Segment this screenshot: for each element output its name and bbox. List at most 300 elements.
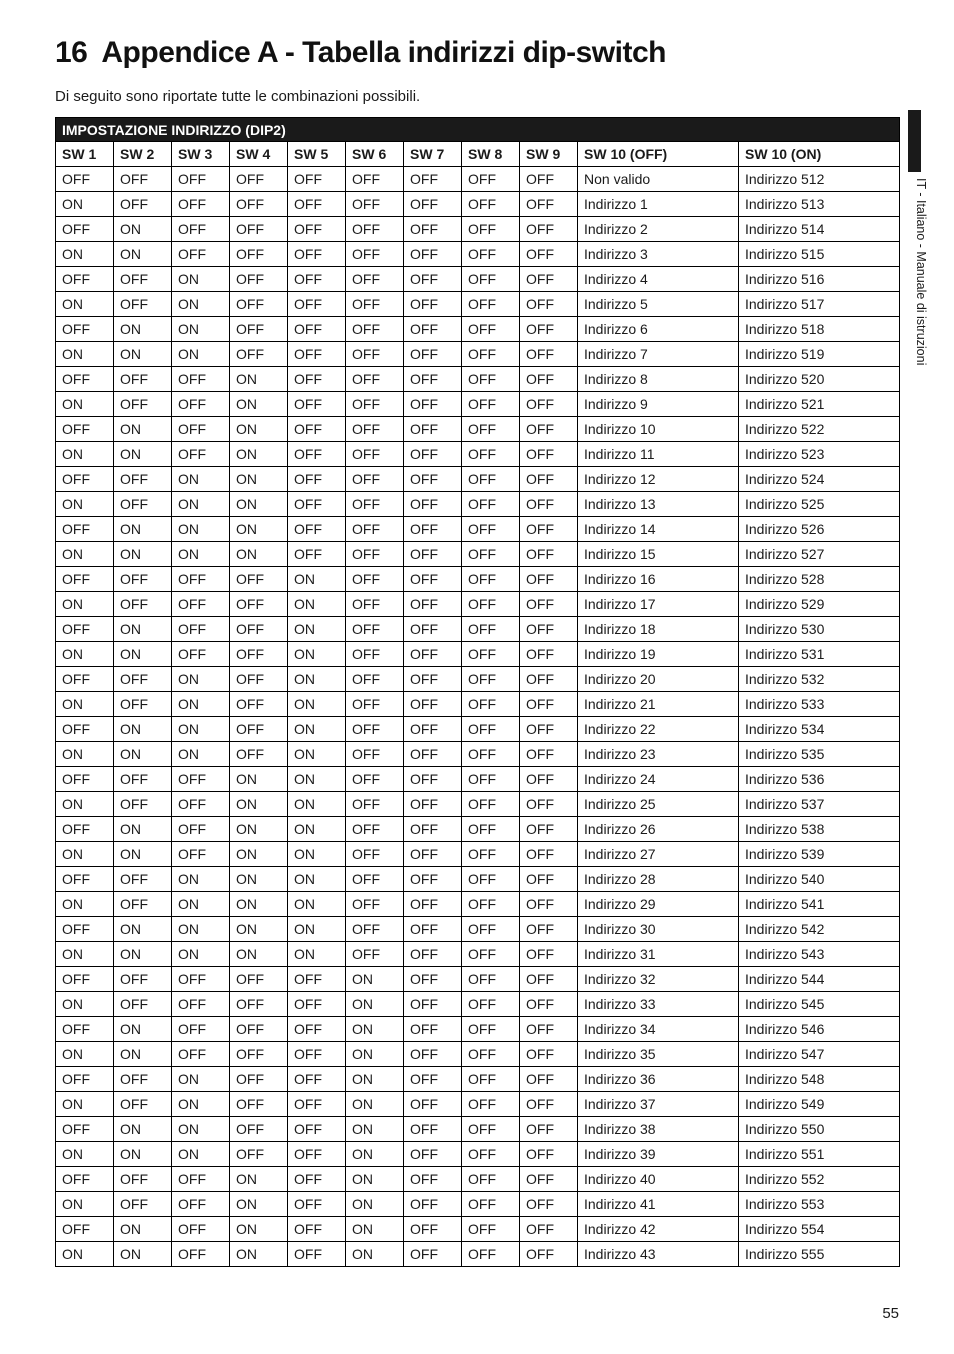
table-row	[56, 867, 900, 892]
table-cell: OFF	[172, 417, 230, 442]
table-cell: OFF	[404, 1042, 462, 1067]
table-row	[56, 942, 900, 967]
table-cell: OFF	[230, 217, 288, 242]
table-cell: OFF	[404, 342, 462, 367]
table-cell: Indirizzo 525	[739, 492, 900, 517]
table-cell: Indirizzo 2	[578, 217, 739, 242]
table-cell: OFF	[114, 767, 172, 792]
table-row	[56, 1192, 900, 1217]
table-cell: OFF	[172, 567, 230, 592]
table-cell: OFF	[230, 1092, 288, 1117]
table-cell: OFF	[520, 1242, 578, 1267]
table-cell: OFF	[520, 1042, 578, 1067]
table-cell: Indirizzo 34	[578, 1017, 739, 1042]
table-cell: OFF	[404, 917, 462, 942]
table-cell: OFF	[462, 492, 520, 517]
table-cell: OFF	[404, 767, 462, 792]
table-cell: OFF	[230, 1117, 288, 1142]
table-cell: OFF	[172, 767, 230, 792]
table-cell: OFF	[114, 1092, 172, 1117]
table-cell: OFF	[346, 642, 404, 667]
table-cell: Indirizzo 531	[739, 642, 900, 667]
table-cell: ON	[230, 417, 288, 442]
table-row	[56, 1042, 900, 1067]
table-row	[56, 1117, 900, 1142]
table-cell: ON	[114, 1117, 172, 1142]
table-cell: OFF	[56, 917, 114, 942]
table-cell: OFF	[288, 242, 346, 267]
table-cell: OFF	[172, 192, 230, 217]
table-cell: ON	[288, 567, 346, 592]
table-cell: OFF	[404, 617, 462, 642]
table-cell: OFF	[520, 667, 578, 692]
table-row	[56, 292, 900, 317]
table-cell: OFF	[462, 917, 520, 942]
table-cell: OFF	[404, 1092, 462, 1117]
table-cell: OFF	[230, 167, 288, 192]
table-cell: OFF	[346, 717, 404, 742]
table-cell: ON	[56, 942, 114, 967]
table-cell: OFF	[404, 292, 462, 317]
table-cell: Indirizzo 549	[739, 1092, 900, 1117]
table-cell: OFF	[346, 592, 404, 617]
table-cell: OFF	[346, 192, 404, 217]
table-cell: Indirizzo 27	[578, 842, 739, 867]
table-cell: OFF	[346, 517, 404, 542]
table-cell: Indirizzo 35	[578, 1042, 739, 1067]
table-cell: ON	[172, 542, 230, 567]
table-cell: ON	[172, 1067, 230, 1092]
table-cell: OFF	[346, 467, 404, 492]
table-cell: ON	[288, 617, 346, 642]
table-cell: Indirizzo 22	[578, 717, 739, 742]
table-cell: OFF	[288, 1042, 346, 1067]
table-cell: OFF	[172, 1042, 230, 1067]
table-cell: OFF	[462, 217, 520, 242]
table-cell: OFF	[404, 242, 462, 267]
table-cell: OFF	[230, 1017, 288, 1042]
table-cell: OFF	[230, 592, 288, 617]
table-cell: OFF	[404, 642, 462, 667]
table-row	[56, 1092, 900, 1117]
table-cell: OFF	[520, 442, 578, 467]
table-cell: Indirizzo 21	[578, 692, 739, 717]
table-cell: OFF	[288, 1192, 346, 1217]
table-cell: OFF	[462, 717, 520, 742]
table-cell: OFF	[462, 167, 520, 192]
table-cell: Non valido	[578, 167, 739, 192]
table-row	[56, 792, 900, 817]
table-cell: Indirizzo 39	[578, 1142, 739, 1167]
page-title	[55, 36, 666, 70]
table-cell: ON	[56, 542, 114, 567]
table-cell: ON	[114, 817, 172, 842]
table-cell: OFF	[230, 567, 288, 592]
table-cell: Indirizzo 527	[739, 542, 900, 567]
table-cell: OFF	[404, 1167, 462, 1192]
column-header: SW 10 (OFF)	[578, 142, 739, 167]
table-cell: OFF	[288, 992, 346, 1017]
table-cell: OFF	[288, 392, 346, 417]
table-cell: OFF	[462, 517, 520, 542]
table-row	[56, 642, 900, 667]
table-cell: OFF	[114, 1192, 172, 1217]
table-cell: OFF	[172, 792, 230, 817]
table-row	[56, 992, 900, 1017]
table-cell: OFF	[520, 1167, 578, 1192]
table-cell: Indirizzo 542	[739, 917, 900, 942]
table-cell: Indirizzo 544	[739, 967, 900, 992]
table-cell: ON	[288, 642, 346, 667]
table-cell: OFF	[56, 567, 114, 592]
table-cell: OFF	[288, 342, 346, 367]
table-cell: ON	[56, 1142, 114, 1167]
table-cell: OFF	[346, 242, 404, 267]
table-cell: OFF	[520, 842, 578, 867]
table-cell: Indirizzo 528	[739, 567, 900, 592]
table-cell: OFF	[520, 542, 578, 567]
table-cell: ON	[230, 942, 288, 967]
section-heading: Appendice A - Tabella indirizzi dip-switch	[101, 36, 666, 69]
page-number: 55	[882, 1305, 899, 1322]
table-cell: OFF	[462, 692, 520, 717]
table-cell: Indirizzo 535	[739, 742, 900, 767]
table-cell: ON	[288, 917, 346, 942]
table-cell: OFF	[404, 1242, 462, 1267]
table-cell: OFF	[288, 167, 346, 192]
table-cell: ON	[114, 517, 172, 542]
table-cell: OFF	[230, 642, 288, 667]
table-cell: OFF	[520, 1067, 578, 1092]
table-cell: OFF	[56, 767, 114, 792]
table-cell: OFF	[520, 1142, 578, 1167]
table-cell: OFF	[346, 417, 404, 442]
table-cell: OFF	[462, 817, 520, 842]
table-cell: Indirizzo 524	[739, 467, 900, 492]
table-cell: ON	[56, 242, 114, 267]
table-cell: OFF	[56, 317, 114, 342]
table-cell: OFF	[114, 192, 172, 217]
table-cell: Indirizzo 519	[739, 342, 900, 367]
table-cell: OFF	[520, 792, 578, 817]
table-cell: OFF	[404, 167, 462, 192]
table-cell: Indirizzo 530	[739, 617, 900, 642]
table-row	[56, 242, 900, 267]
table-cell: OFF	[346, 267, 404, 292]
table-cell: OFF	[172, 1242, 230, 1267]
table-cell: OFF	[404, 817, 462, 842]
table-cell: ON	[346, 1067, 404, 1092]
table-cell: ON	[230, 1242, 288, 1267]
table-row	[56, 717, 900, 742]
table-row	[56, 367, 900, 392]
table-cell: OFF	[462, 592, 520, 617]
table-row	[56, 1017, 900, 1042]
table-cell: OFF	[520, 167, 578, 192]
table-cell: OFF	[404, 1017, 462, 1042]
table-cell: OFF	[520, 242, 578, 267]
table-cell: OFF	[56, 267, 114, 292]
table-cell: OFF	[404, 717, 462, 742]
table-cell: OFF	[404, 417, 462, 442]
table-cell: OFF	[230, 692, 288, 717]
table-cell: OFF	[230, 1067, 288, 1092]
table-cell: ON	[230, 442, 288, 467]
column-header: SW 9	[520, 142, 578, 167]
table-cell: OFF	[230, 292, 288, 317]
table-cell: OFF	[462, 792, 520, 817]
table-cell: OFF	[462, 242, 520, 267]
table-cell: Indirizzo 5	[578, 292, 739, 317]
table-cell: ON	[172, 1092, 230, 1117]
table-cell: OFF	[288, 1017, 346, 1042]
table-cell: OFF	[404, 592, 462, 617]
table-cell: OFF	[288, 1167, 346, 1192]
table-cell: OFF	[462, 942, 520, 967]
table-cell: Indirizzo 31	[578, 942, 739, 967]
table-cell: OFF	[56, 1067, 114, 1092]
table-cell: ON	[230, 467, 288, 492]
table-cell: ON	[114, 242, 172, 267]
table-cell: OFF	[346, 167, 404, 192]
table-cell: ON	[114, 917, 172, 942]
table-cell: OFF	[520, 1117, 578, 1142]
table-cell: OFF	[172, 817, 230, 842]
table-cell: OFF	[230, 1142, 288, 1167]
table-cell: OFF	[172, 967, 230, 992]
table-cell: ON	[346, 1042, 404, 1067]
table-cell: OFF	[114, 667, 172, 692]
table-cell: OFF	[288, 442, 346, 467]
table-cell: ON	[230, 917, 288, 942]
table-cell: OFF	[172, 1017, 230, 1042]
table-cell: ON	[114, 217, 172, 242]
column-header: SW 4	[230, 142, 288, 167]
table-cell: OFF	[462, 1117, 520, 1142]
table-row	[56, 692, 900, 717]
table-section-header	[56, 118, 900, 142]
table-cell: OFF	[404, 367, 462, 392]
table-cell: OFF	[462, 1067, 520, 1092]
table-cell: Indirizzo 520	[739, 367, 900, 392]
column-header: SW 8	[462, 142, 520, 167]
table-row	[56, 592, 900, 617]
table-cell: ON	[230, 492, 288, 517]
table-cell: OFF	[520, 917, 578, 942]
table-cell: OFF	[520, 867, 578, 892]
table-row	[56, 742, 900, 767]
table-cell: OFF	[230, 342, 288, 367]
table-cell: OFF	[114, 567, 172, 592]
table-cell: OFF	[346, 942, 404, 967]
table-cell: OFF	[404, 192, 462, 217]
table-cell: Indirizzo 26	[578, 817, 739, 842]
table-cell: ON	[56, 1242, 114, 1267]
table-cell: OFF	[520, 942, 578, 967]
table-cell: OFF	[230, 992, 288, 1017]
column-header: SW 2	[114, 142, 172, 167]
table-cell: ON	[172, 892, 230, 917]
table-cell: OFF	[172, 217, 230, 242]
table-cell: OFF	[230, 317, 288, 342]
table-cell: ON	[56, 342, 114, 367]
table-cell: OFF	[172, 642, 230, 667]
table-cell: OFF	[404, 517, 462, 542]
table-cell: OFF	[346, 667, 404, 692]
table-cell: Indirizzo 521	[739, 392, 900, 417]
table-cell: ON	[56, 1042, 114, 1067]
table-cell: OFF	[346, 292, 404, 317]
table-cell: OFF	[462, 417, 520, 442]
table-cell: Indirizzo 25	[578, 792, 739, 817]
table-cell: ON	[230, 892, 288, 917]
table-cell: OFF	[56, 467, 114, 492]
table-cell: Indirizzo 7	[578, 342, 739, 367]
table-cell: OFF	[520, 1192, 578, 1217]
table-cell: OFF	[114, 1167, 172, 1192]
table-cell: OFF	[346, 342, 404, 367]
table-row	[56, 767, 900, 792]
table-cell: OFF	[56, 517, 114, 542]
table-cell: ON	[172, 317, 230, 342]
table-cell: OFF	[288, 1117, 346, 1142]
column-header: SW 6	[346, 142, 404, 167]
table-cell: OFF	[56, 217, 114, 242]
table-cell: OFF	[346, 767, 404, 792]
column-header: SW 5	[288, 142, 346, 167]
table-cell: OFF	[462, 1017, 520, 1042]
table-cell: OFF	[404, 892, 462, 917]
table-cell: Indirizzo 537	[739, 792, 900, 817]
table-cell: Indirizzo 534	[739, 717, 900, 742]
table-cell: OFF	[520, 517, 578, 542]
table-cell: ON	[346, 1242, 404, 1267]
table-cell: Indirizzo 554	[739, 1217, 900, 1242]
table-cell: OFF	[230, 1042, 288, 1067]
table-cell: Indirizzo 10	[578, 417, 739, 442]
table-cell: ON	[172, 942, 230, 967]
table-cell: OFF	[172, 242, 230, 267]
table-cell: OFF	[404, 392, 462, 417]
table-cell: OFF	[346, 367, 404, 392]
table-cell: OFF	[404, 467, 462, 492]
table-cell: ON	[346, 1192, 404, 1217]
table-cell: OFF	[520, 417, 578, 442]
table-cell: ON	[288, 717, 346, 742]
table-cell: OFF	[520, 617, 578, 642]
table-cell: OFF	[520, 692, 578, 717]
table-cell: Indirizzo 24	[578, 767, 739, 792]
table-body	[56, 167, 900, 1267]
table-cell: OFF	[404, 542, 462, 567]
table-cell: OFF	[404, 267, 462, 292]
table-cell: OFF	[346, 567, 404, 592]
table-cell: ON	[172, 1117, 230, 1142]
table-cell: OFF	[520, 267, 578, 292]
table-cell: Indirizzo 540	[739, 867, 900, 892]
table-cell: Indirizzo 33	[578, 992, 739, 1017]
table-cell: Indirizzo 8	[578, 367, 739, 392]
table-cell: OFF	[520, 717, 578, 742]
table-cell: ON	[288, 767, 346, 792]
table-cell: Indirizzo 29	[578, 892, 739, 917]
table-cell: ON	[230, 792, 288, 817]
table-cell: OFF	[404, 742, 462, 767]
table-cell: OFF	[520, 1017, 578, 1042]
table-cell: Indirizzo 9	[578, 392, 739, 417]
table-cell: OFF	[404, 667, 462, 692]
table-cell: OFF	[288, 217, 346, 242]
table-row	[56, 1242, 900, 1267]
table-cell: OFF	[230, 192, 288, 217]
table-cell: Indirizzo 20	[578, 667, 739, 692]
table-cell: OFF	[56, 367, 114, 392]
table-cell: OFF	[172, 592, 230, 617]
table-cell: OFF	[404, 867, 462, 892]
table-cell: OFF	[114, 267, 172, 292]
table-cell: OFF	[404, 1192, 462, 1217]
table-cell: OFF	[172, 992, 230, 1017]
table-row	[56, 167, 900, 192]
table-row	[56, 317, 900, 342]
table-cell: OFF	[520, 217, 578, 242]
table-cell: Indirizzo 514	[739, 217, 900, 242]
table-cell: ON	[114, 942, 172, 967]
table-cell: OFF	[172, 442, 230, 467]
table-cell: OFF	[346, 617, 404, 642]
table-cell: ON	[56, 842, 114, 867]
table-cell: Indirizzo 516	[739, 267, 900, 292]
table-cell: Indirizzo 541	[739, 892, 900, 917]
side-language-label: IT - Italiano - Manuale di istruzioni	[914, 178, 928, 366]
table-row	[56, 1142, 900, 1167]
table-row	[56, 467, 900, 492]
table-cell: ON	[346, 1167, 404, 1192]
table-cell: OFF	[520, 467, 578, 492]
table-cell: Indirizzo 16	[578, 567, 739, 592]
table-cell: OFF	[56, 417, 114, 442]
table-cell: ON	[56, 592, 114, 617]
table-cell: OFF	[520, 192, 578, 217]
dip-switch-address-table	[55, 117, 900, 1267]
table-cell: OFF	[56, 1217, 114, 1242]
table-cell: OFF	[462, 742, 520, 767]
table-cell: ON	[56, 692, 114, 717]
table-cell: Indirizzo 513	[739, 192, 900, 217]
table-cell: ON	[114, 442, 172, 467]
table-cell: OFF	[404, 492, 462, 517]
table-cell: OFF	[346, 392, 404, 417]
table-cell: OFF	[520, 367, 578, 392]
table-cell: OFF	[462, 567, 520, 592]
table-cell: OFF	[462, 317, 520, 342]
table-cell: ON	[114, 317, 172, 342]
table-cell: OFF	[114, 492, 172, 517]
table-cell: ON	[288, 742, 346, 767]
table-row	[56, 617, 900, 642]
table-cell: OFF	[288, 1092, 346, 1117]
table-cell: OFF	[114, 1067, 172, 1092]
table-cell: ON	[56, 492, 114, 517]
table-row	[56, 517, 900, 542]
table-cell: Indirizzo 43	[578, 1242, 739, 1267]
table-row	[56, 1217, 900, 1242]
table-cell: Indirizzo 17	[578, 592, 739, 617]
table-cell: ON	[172, 867, 230, 892]
table-cell: OFF	[520, 492, 578, 517]
table-cell: Indirizzo 15	[578, 542, 739, 567]
table-cell: OFF	[462, 392, 520, 417]
